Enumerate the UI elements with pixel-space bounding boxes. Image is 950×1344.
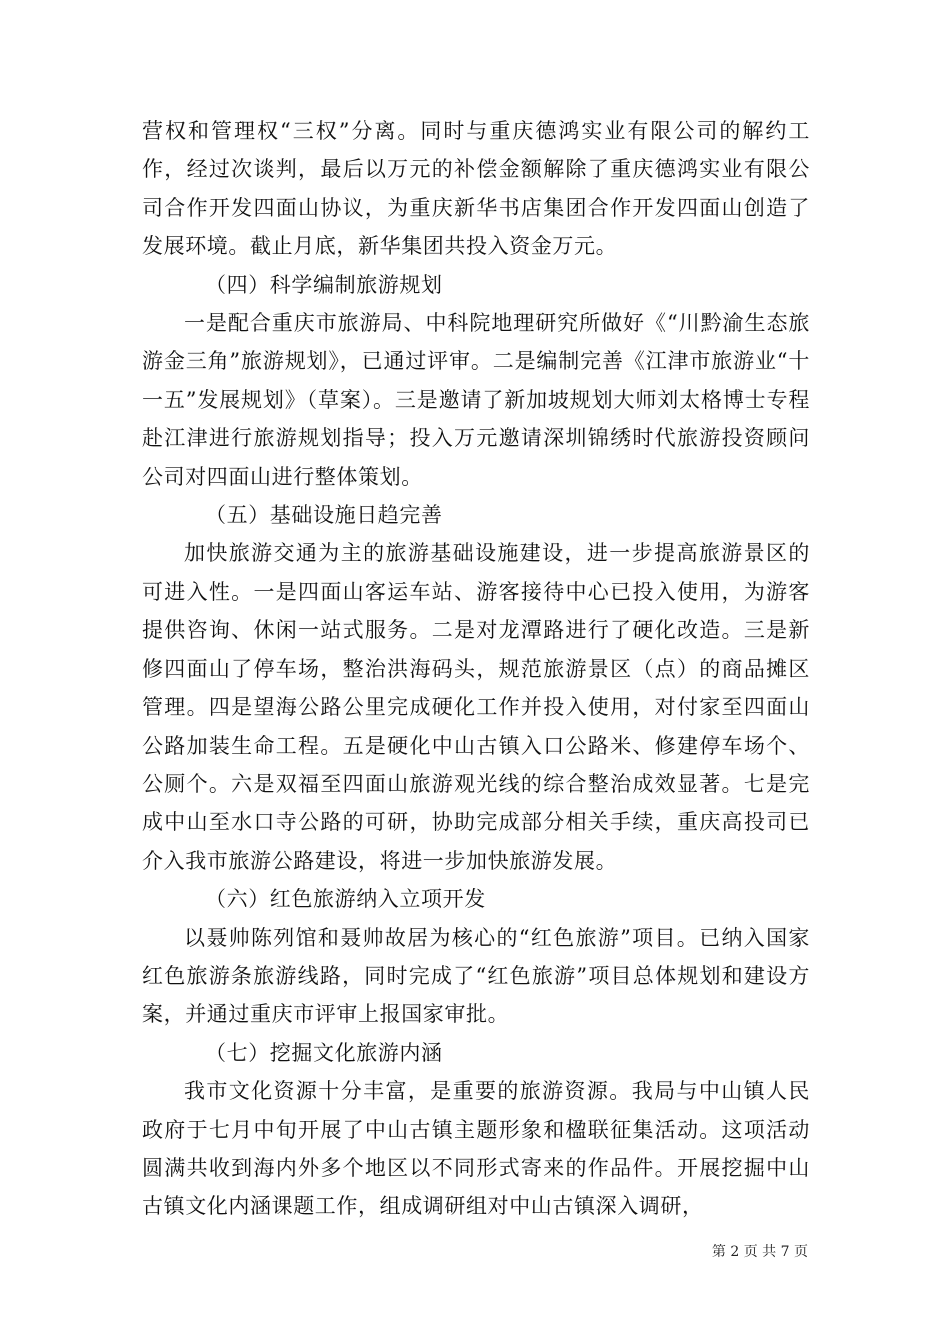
page-number: 第 2 页 共 7 页 (711, 1244, 808, 1260)
paragraph-red-tourism: 以聂帅陈列馆和聂帅故居为核心的“红色旅游”项目。已纳入国家红色旅游条旅游线路，同时完成了“红色旅游”项目总体规划和建设方案，并通过重庆市评审上报国家审批。 (142, 925, 810, 1027)
paragraph-continued: 营权和管理权“三权”分离。同时与重庆德鸿实业有限公司的解约工作，经过次谈判，最后以万元的补偿金额解除了重庆德鸿实业有限公司合作开发四面山协议，为重庆新华书店集团合作开发四面山创造了发展环境。截止月底，新华集团共投入资金万元。 (142, 119, 810, 259)
paragraph-tourism-planning: 一是配合重庆市旅游局、中科院地理研究所做好《“川黔渝生态旅游金三角”旅游规划》，已通过评审。二是编制完善《江津市旅游业“十一五”发展规划》（草案）。三是邀请了新加坡规划大师刘太格博士专程赴江津进行旅游规划指导；投入万元邀请深圳锦绣时代旅游投资顾问公司对四面山进行整体策划。 (142, 311, 810, 489)
section-heading-five: （五）基础设施日趋完善 (205, 503, 443, 528)
section-heading-four: （四）科学编制旅游规划 (205, 272, 443, 297)
section-heading-seven: （七）挖掘文化旅游内涵 (205, 1040, 443, 1065)
paragraph-cultural-tourism: 我市文化资源十分丰富，是重要的旅游资源。我局与中山镇人民政府于七月中旬开展了中山古镇主题形象和楹联征集活动。这项活动圆满共收到海内外多个地区以不同形式寄来的作品件。开展挖掘中山古镇文化内涵课题工作，组成调研组对中山古镇深入调研， (142, 1079, 810, 1219)
document-body (142, 112, 810, 1226)
paragraph-infrastructure: 加快旅游交通为主的旅游基础设施建设，进一步提高旅游景区的可进入性。一是四面山客运车站、游客接待中心已投入使用，为游客提供咨询、休闲一站式服务。二是对龙潭路进行了硬化改造。三是新修四面山了停车场，整治洪海码头，规范旅游景区（点）的商品摊区管理。四是望海公路公里完成硬化工作并投入使用，对付家至四面山公路加装生命工程。五是硬化中山古镇入口公路米、修建停车场个、公厕个。六是双福至四面山旅游观光线的综合整治成效显著。七是完成中山至水口寺公路的可研，协助完成部分相关手续，重庆高投司已介入我市旅游公路建设，将进一步加快旅游发展。 (142, 541, 810, 873)
section-heading-six: （六）红色旅游纳入立项开发 (205, 887, 486, 912)
